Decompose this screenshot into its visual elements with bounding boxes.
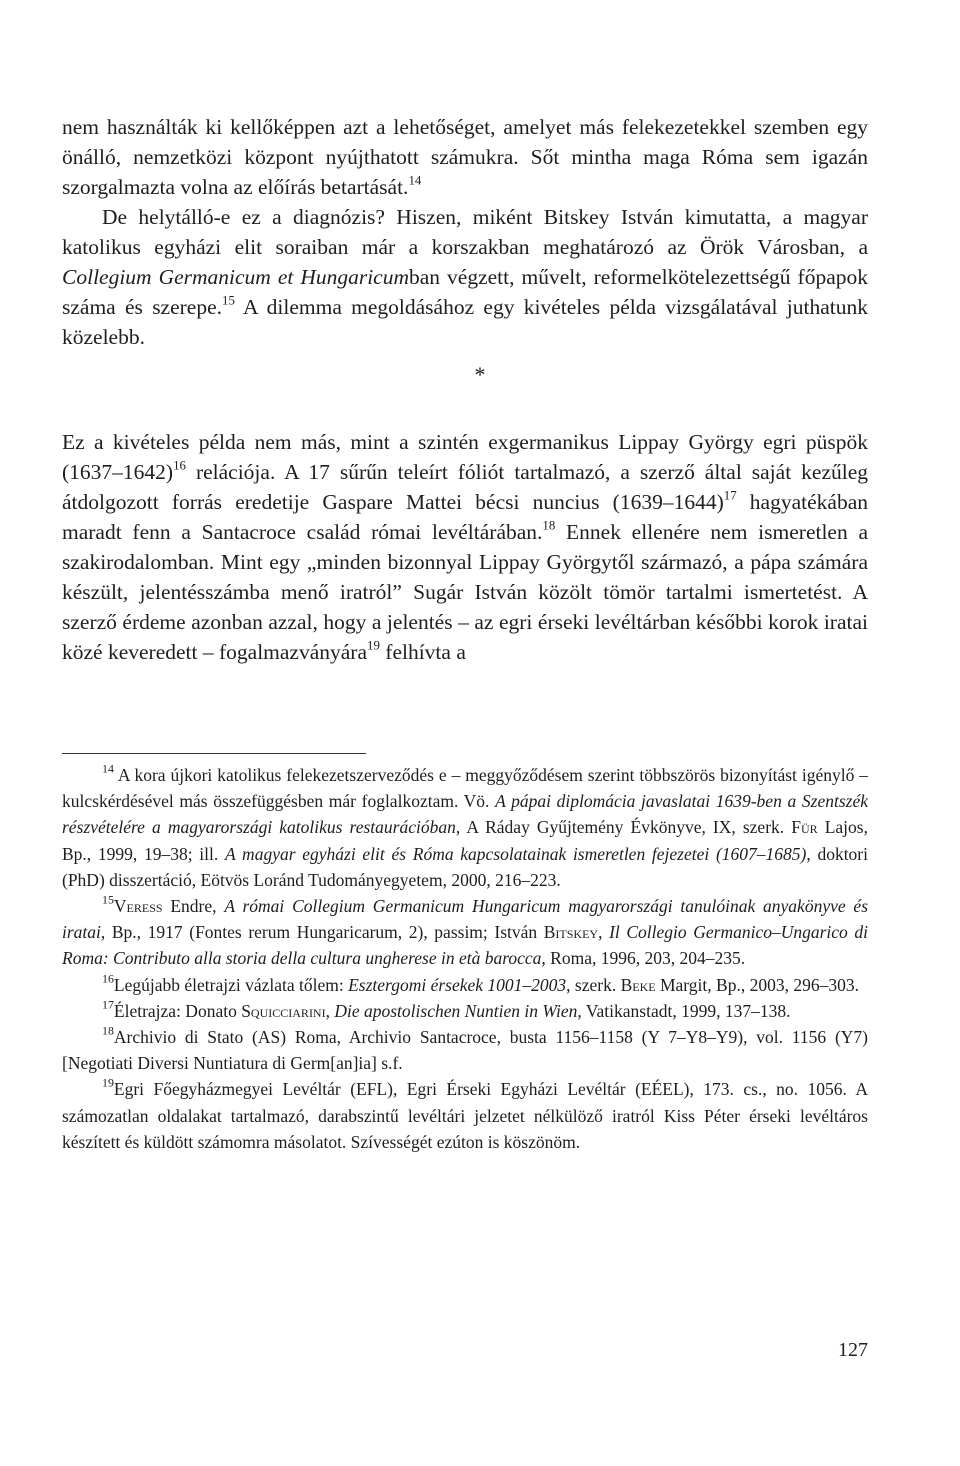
footnote-14: $^{14}$ A kora újkori katolikus felekezetszerveződés e – meggyőződésem szerint többszörös bizonyítást igénylő – kulcskérdésével más összefüggésben már foglalkoztam. Vö. A pápai diplomácia javaslatai 1639-ben a Szentszék részvételére a magyarországi katolikus restaurációban, A Ráday Gyűjtemény Évkönyve, IX, szerk. Für Lajos, Bp., 1999, 19–38; ill. A magyar egyházi elit és Róma kapcsolatainak ismeretlen fejezetei (1607–1685), doktori (PhD) disszertáció, Eötvös Loránd Tudományegyetem, 2000, 216–223. — [62, 761, 868, 890]
footnote-19: $^{19}$Egri Főegyházmegyei Levéltár (EFL), Egri Érseki Egyházi Levéltár (EÉEL), 173. cs., no. 1056. A számozatlan oldalakat tartalmazó, darabszintű levéltári jelzetet nélkülöző iratról Kiss Péter érseki levéltáros készített és küldött számomra másolatot. Szívességét ezúton is köszönöm. — [62, 1076, 868, 1152]
body-text-top — [62, 112, 868, 352]
page-number: 127 — [838, 1339, 868, 1361]
paragraph-3: Ez a kivételes példa nem más, mint a szintén exgermanikus Lippay György egri püspök (1637–1642)$^{16}$ relációja. A 17 sűrűn teleírt fóliót tartalmazó, a szerző által saját kezűleg átdolgozott forrás eredetije Gaspare Mattei bécsi nuncius (1639–1644)$^{17}$ hagyatékában maradt fenn a Santacroce család római levéltárában.$^{18}$ Ennek ellenére nem ismeretlen a szakirodalomban. Mint egy „minden bizonnyal Lippay Györgytől származó, a pápa számára készült, jelentésszámba menő iratról” Sugár István közölt tömör tartalmi ismertetést. A szerző érdeme azonban azzal, hogy a jelentés – az egri érseki levéltárban későbbi korok iratai közé keveredett – fogalmazványára$^{19}$ felhívta a — [62, 430, 869, 664]
footnote-number: 17 — [102, 997, 114, 1012]
footnote-separator-line — [62, 753, 366, 754]
footnote-17: $^{17}$Életrajza: Donato Squicciarini, Die apostolischen Nuntien in Wien, Vatikanstadt, 1999, 137–138. — [102, 997, 791, 1021]
footnote-ref-15[interactable]: 15 — [222, 293, 235, 308]
footnote-number: 14 — [102, 761, 114, 776]
footnote-ref-16[interactable]: 16 — [173, 458, 186, 473]
footnote-number: 15 — [102, 892, 114, 907]
italic-college-name: Collegium Germanicum et Hungaricum — [62, 265, 410, 289]
footnote-number: 19 — [102, 1076, 114, 1091]
footnote-ref-17[interactable]: 17 — [723, 488, 737, 503]
footnote-15: $^{15}$Veress Endre, A római Collegium Germanicum Hungaricum magyarországi tanulóinak anyakönyve és iratai, Bp., 1917 (Fontes rerum Hungaricarum, 2), passim; István Bitskey, Il Collegio Germanico–Ungarico di Roma: Contributo alla storia della cultura ungherese in età barocca, Roma, 1996, 203, 204–235. — [62, 892, 869, 969]
footnote-18: $^{18}$Archivio di Stato (AS) Roma, Archivio Santacroce, busta 1156–1158 (Y 7–Y8–Y9), vol. 1156 (Y7) [Negotiati Diversi Nuntiatura di Germ[an]ia] s.f. — [62, 1023, 868, 1074]
footnote-number: 16 — [102, 971, 114, 986]
section-separator: * — [474, 362, 486, 387]
footnote-16: $^{16}$Legújabb életrajzi vázlata tőlem: Esztergomi érsekek 1001–2003, szerk. Beke Margit, Bp., 2003, 296–303. — [102, 971, 859, 995]
footnotes — [62, 762, 868, 1155]
footnote-ref-14[interactable]: 14 — [408, 173, 422, 188]
paragraph-1: nem használták ki kellőképpen azt a lehetőséget, amelyet más felekezetekkel szemben egy önálló, nemzetközi központ nyújthatott számukra. Sőt mintha maga Róma sem igazán szorgalmazta volna az előírás betartását.$^{14}$ — [62, 115, 868, 199]
footnote-ref-19[interactable]: 19 — [367, 638, 380, 653]
paragraph-2: De helytálló-e ez a diagnózis? Hiszen, miként Bitskey István kimutatta, a magyar katolikus egyházi elit soraiban már a korszakban meghatározó az Örök Városban, a Collegium Germanicum et Hungaricumban végzett, művelt, reformelkötelezettségű főpapok száma és szerepe.$^{15}$ A dilemma megoldásához egy kivételes példa vizsgálatával juthatunk közelebb. — [62, 205, 869, 349]
footnote-ref-18[interactable]: 18 — [542, 518, 556, 533]
footnote-number: 18 — [102, 1023, 114, 1038]
body-text-bottom — [62, 427, 868, 667]
